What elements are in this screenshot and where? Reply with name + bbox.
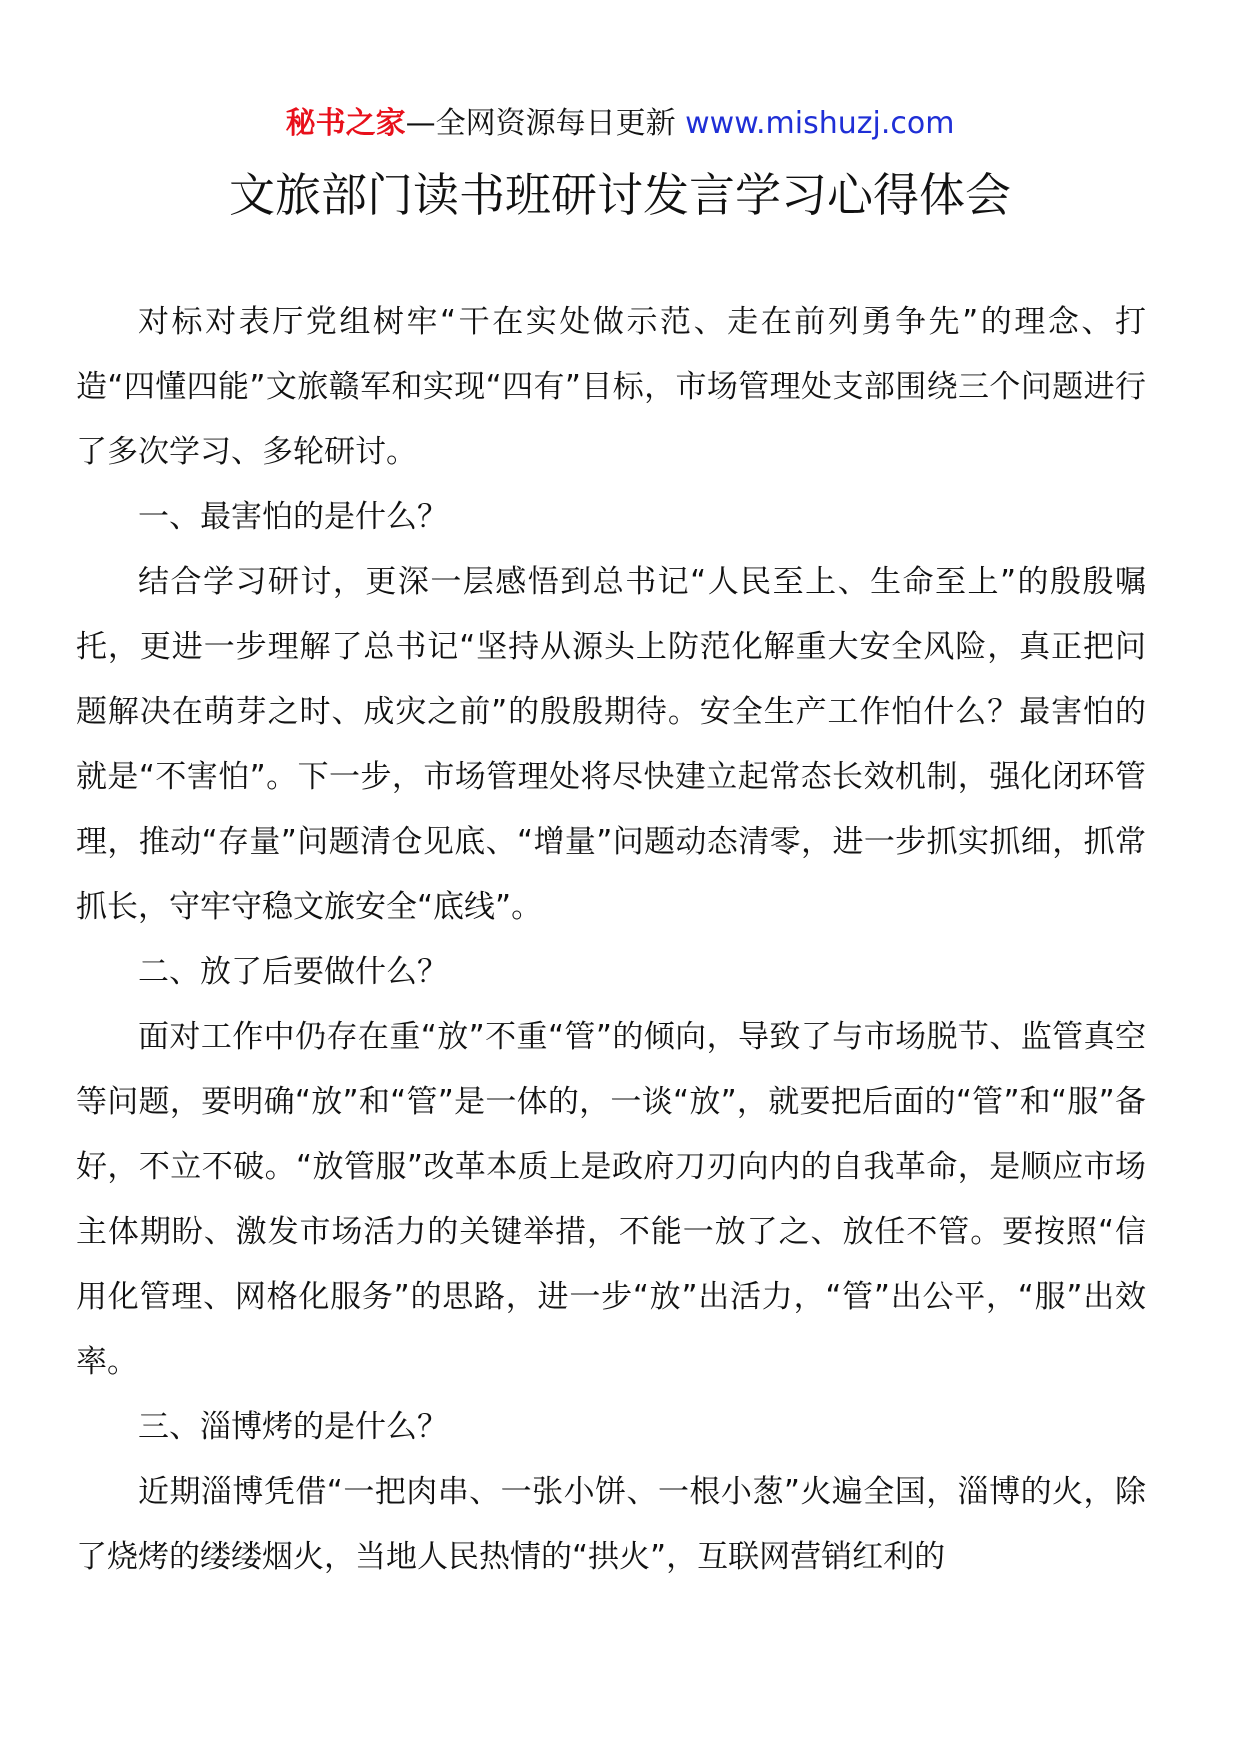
document-body bbox=[76, 290, 1146, 1590]
intro-paragraph: 对标对表厅党组树牢“干在实处做示范、走在前列勇争先”的理念、打造“四懂四能”文旅赣军和实现“四有”目标，市场管理处支部围绕三个问题进行了多次学习、多轮研讨。 bbox=[76, 304, 1146, 470]
section-paragraph-1: 结合学习研讨，更深一层感悟到总书记“人民至上、生命至上”的殷殷嘱托，更进一步理解了总书记“坚持从源头上防范化解重大安全风险，真正把问题解决在萌芽之时、成灾之前”的殷殷期待。安全生产工作怕什么？最害怕的就是“不害怕”。下一步，市场管理处将尽快建立起常态长效机制，强化闭环管理，推动“存量”问题清仓见底、“增量”问题动态清零，进一步抓实抓细，抓常抓长，守牢守稳文旅安全“底线”。 bbox=[76, 564, 1146, 925]
section-paragraph-3: 近期淄博凭借“一把肉串、一张小饼、一根小葱”火遍全国，淄博的火，除了烧烤的缕缕烟火，当地人民热情的“拱火”，互联网营销红利的 bbox=[76, 1474, 1146, 1575]
document-title: 文旅部门读书班研讨发言学习心得体会 bbox=[229, 168, 1011, 222]
section-paragraph-2: 面对工作中仍存在重“放”不重“管”的倾向，导致了与市场脱节、监管真空等问题，要明确“放”和“管”是一体的，一谈“放”，就要把后面的“管”和“服”备好，不立不破。“放管服”改革本质上是政府刀刃向内的自我革命，是顺应市场主体期盼、激发市场活力的关键举措，不能一放了之、放任不管。要按照“信用化管理、网格化服务”的思路，进一步“放”出活力，“管”出公平，“服”出效率。 bbox=[76, 1019, 1146, 1380]
section-heading-1: 一、最害怕的是什么？ bbox=[138, 499, 448, 535]
section-heading-3: 三、淄博烤的是什么？ bbox=[138, 1409, 448, 1445]
section-heading-2: 二、放了后要做什么？ bbox=[138, 954, 448, 990]
site-slogan: —全网资源每日更新 bbox=[405, 106, 686, 141]
site-header bbox=[0, 100, 1240, 148]
brand-name: 秘书之家 bbox=[285, 106, 406, 141]
site-url-link[interactable]: www.mishuzj.com bbox=[685, 106, 955, 141]
